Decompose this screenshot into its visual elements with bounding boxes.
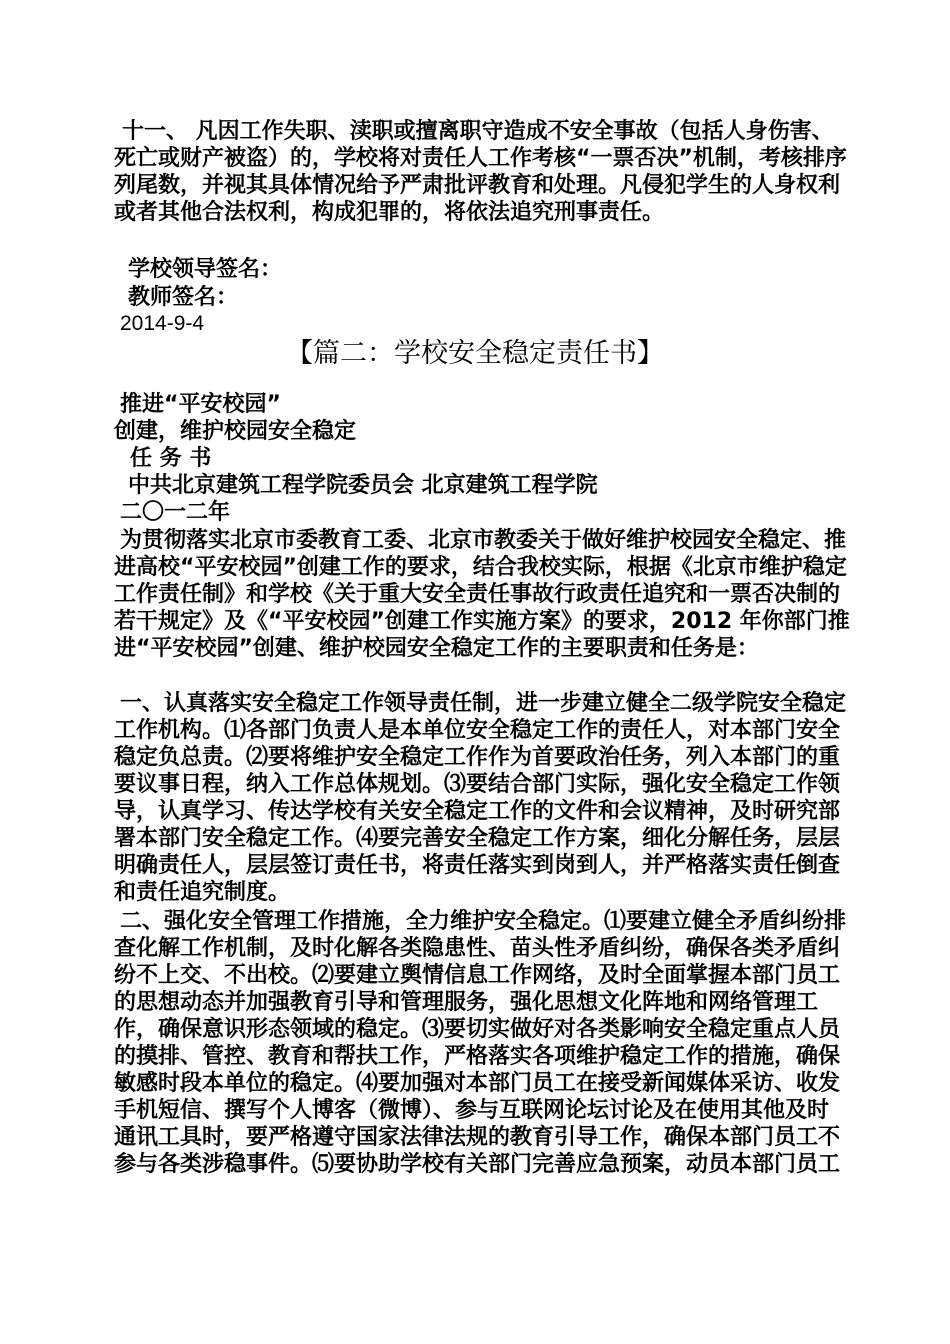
item-one-paragraph: 一、认真落实安全稳定工作领导责任制，进一步建立健全二级学院安全稳定工作机构。⑴各部门负责人是本单位安全稳定工作的责任人，对本部门安全稳定负总责。⑵要将维护安全稳定工作作为首要政治任务，列入本部门的重要议事日程，纳入工作总体规划。⑶要结合部门实际，强化安全稳定工作领导，认真学习、传达学校有关安全稳定工作的文件和会议精神，及时研究部署本部门安全稳定工作。⑷要完善安全稳定工作方案，细化分解任务，层层明确责任人，层层签订责任书，将责任落实到岗到人，并严格落实责任倒查和责任追究制度。 [114, 691, 847, 905]
school-leader-signature-label: 学校领导签名： [128, 257, 283, 282]
clause-eleven-paragraph: 十一、 凡因工作失职、渎职或擅离职守造成不安全事故（包括人身伤害、死亡或财产被盗）的，学校将对责任人工作考核“一票否决”机制，考核排序列尾数，并视其具体情况给予严肃批评教育和处理。凡侵犯学生的人身权利或者其他合法权利，构成犯罪的，将依法追究刑事责任。 [114, 119, 847, 225]
intro-paragraph: 为贯彻落实北京市委教育工委、北京市教委关于做好维护校园安全稳定、推进高校“平安校园”创建工作的要求，结合我校实际，根据《北京市维护稳定工作责任制》和学校《关于重大安全责任事故行政责任追究和一票否决制的若干规定》及《“平安校园”创建工作实施方案》的要求，2012 年你部门推进“平安校园”创建、维护校园安全稳定工作的主要职责和任务是： [114, 528, 850, 661]
item-two-paragraph: 二、强化安全管理工作措施，全力维护安全稳定。⑴要建立健全矛盾纠纷排查化解工作机制，及时化解各类隐患性、苗头性矛盾纠纷，确保各类矛盾纠纷不上交、不出校。⑵要建立舆情信息工作网络，及时全面掌握本部门员工的思想动态并加强教育引导和管理服务，强化思想文化阵地和网络管理工作，确保意识形态领域的稳定。⑶要切实做好对各类影响安全稳定重点人员的摸排、管控、教育和帮扶工作，严格落实各项维护稳定工作的措施，确保敏感时段本单位的稳定。⑷要加强对本部门员工在接受新闻媒体采访、收发手机短信、撰写个人博客（微博）、参与互联网论坛讨论及在使用其他及时通讯工具时，要严格遵守国家法律法规的教育引导工作，确保本部门员工不参与各类涉稳事件。⑸要协助学校有关部门完善应急预案，动员本部门员工 [114, 909, 847, 1177]
document-date: 2014-9-4 [120, 312, 205, 335]
heading-line-1: 推进“平安校园” [120, 392, 281, 417]
section-title: 【篇二：学校安全稳定责任书】 [286, 338, 664, 369]
teacher-signature-label: 教师签名： [128, 285, 239, 310]
year-line: 二〇一二年 [120, 500, 231, 525]
heading-line-3: 任 务 书 [130, 446, 212, 471]
heading-line-2: 创建，维护校园安全稳定 [114, 419, 357, 444]
issuer-line: 中共北京建筑工程学院委员会 北京建筑工程学院 [128, 473, 598, 498]
